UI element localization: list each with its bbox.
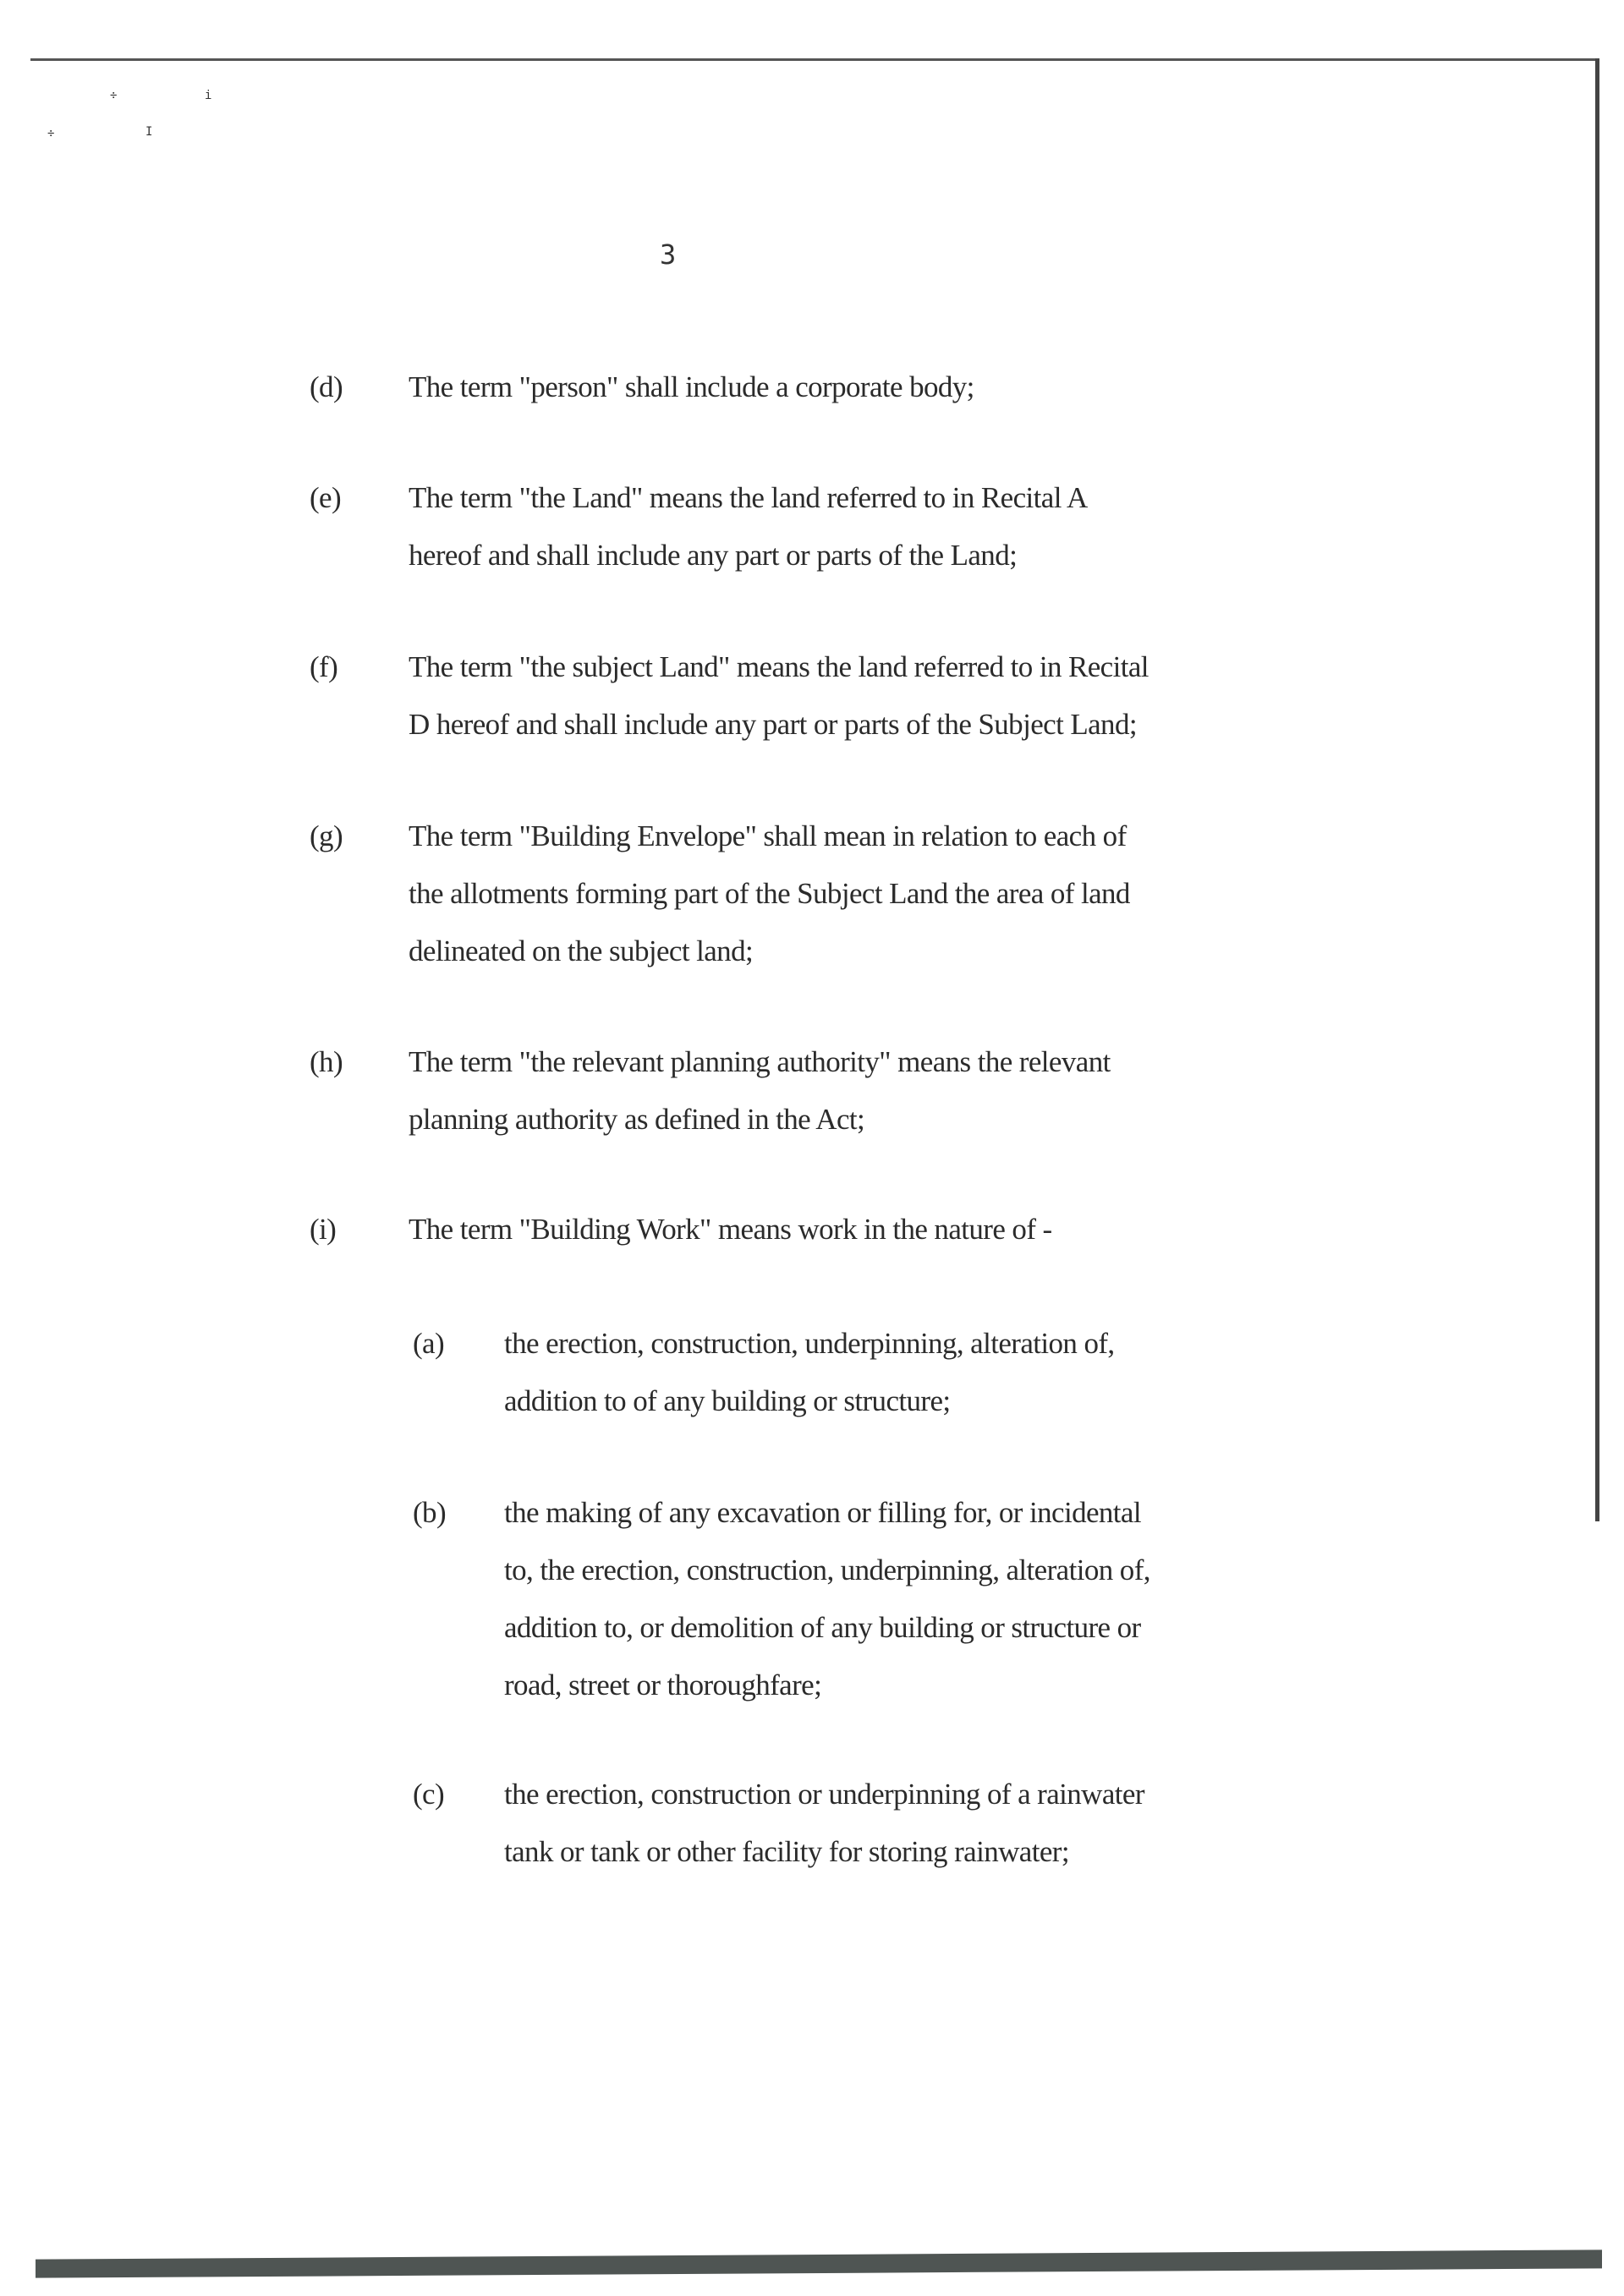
clause-label: (e): [310, 481, 342, 514]
subclause-text: the erection, construction or underpinning of a rainwater tank or tank or other facility for storing rainwater;: [504, 1778, 1144, 1868]
clause-label: (g): [310, 819, 343, 852]
page-number: 3: [660, 238, 677, 271]
top-border-line: [30, 58, 1599, 61]
clause-text: The term "Building Envelope" shall mean in relation to each of the allotments forming part of the Subject Land the area of land delineated on the subject land;: [409, 819, 1130, 967]
subclause-text: the making of any excavation or filling for, or incidental to, the erection, construction, underpinning, alteration of, addition to, or demolition of any building or structure or road, street or thoroughfare;: [504, 1496, 1150, 1701]
subclause-text: the erection, construction, underpinning, alteration of, addition to of any building or structure;: [504, 1327, 1115, 1417]
right-border-line: [1595, 58, 1599, 1521]
subclause-label: (b): [413, 1496, 447, 1529]
clause-label: (h): [310, 1045, 343, 1078]
bottom-border-bar: [36, 2249, 1602, 2277]
scan-mark: I: [145, 125, 153, 139]
scan-mark: ÷: [47, 127, 55, 140]
clause-text: The term "person" shall include a corporate body;: [409, 370, 974, 403]
clause-text: The term "the Land" means the land referred to in Recital A hereof and shall include any part or parts of the Land;: [409, 481, 1088, 572]
clause-text: The term "the relevant planning authority" means the relevant planning authority as defined in the Act;: [409, 1045, 1111, 1136]
clause-text: The term "Building Work" means work in the nature of -: [409, 1213, 1052, 1246]
scan-mark: i: [205, 89, 212, 102]
clause-label: (f): [310, 650, 338, 683]
subclause-label: (c): [413, 1778, 445, 1811]
scan-mark: ÷: [110, 89, 118, 102]
subclause-label: (a): [413, 1327, 445, 1360]
clause-label: (i): [310, 1213, 337, 1246]
clause-label: (d): [310, 370, 343, 403]
clause-text: The term "the subject Land" means the land referred to in Recital D hereof and shall include any part or parts of the Subject Land;: [409, 650, 1149, 741]
